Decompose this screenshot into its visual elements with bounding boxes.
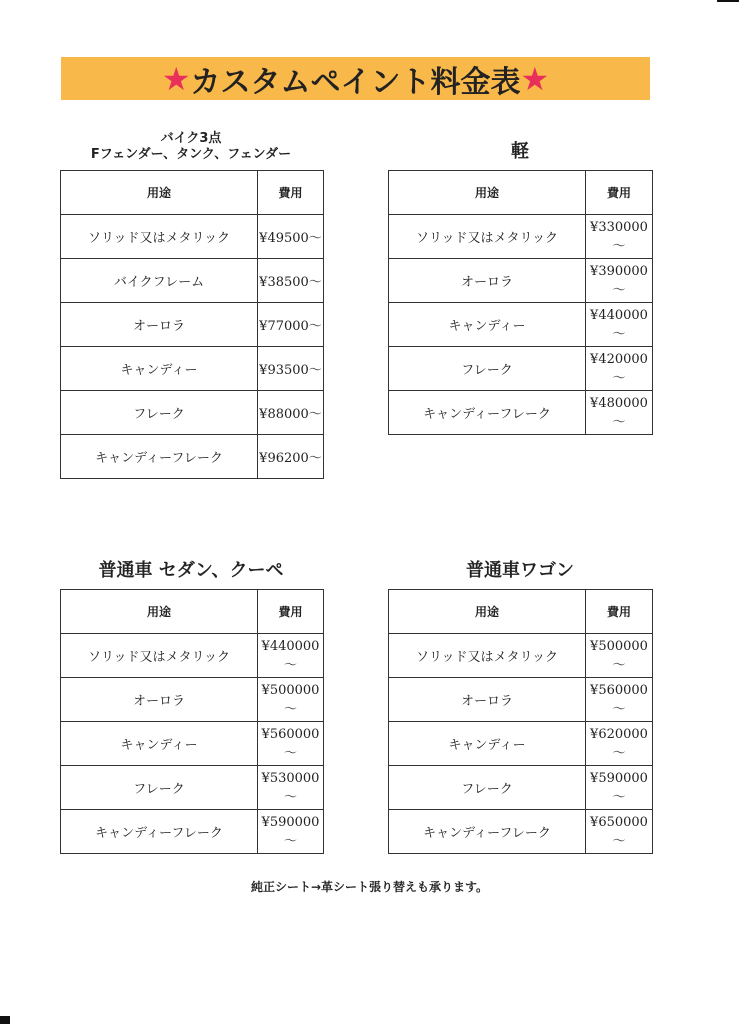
- header-use: 用途: [61, 590, 258, 634]
- table-row: [389, 810, 653, 854]
- header-cost: 費用: [258, 171, 324, 215]
- kei-price-table: [388, 170, 653, 435]
- page-title-banner: [61, 57, 650, 100]
- table-header-row: [389, 171, 653, 215]
- use-cell: キャンディーフレーク: [389, 810, 586, 854]
- cost-cell: ¥500000～: [258, 678, 324, 722]
- use-cell: オーロラ: [389, 678, 586, 722]
- cost-cell: ¥440000～: [586, 303, 653, 347]
- table-header-row: [61, 590, 324, 634]
- footer-note: 純正シート→革シート張り替えも承ります。: [250, 880, 489, 894]
- cost-cell: ¥500000～: [586, 634, 653, 678]
- use-cell: フレーク: [61, 391, 258, 435]
- star-icon-right: ★: [520, 59, 550, 98]
- use-cell: フレーク: [389, 766, 586, 810]
- cost-cell: ¥93500～: [258, 347, 324, 391]
- use-cell: フレーク: [61, 766, 258, 810]
- cost-cell: ¥560000～: [258, 722, 324, 766]
- cost-cell: ¥49500～: [258, 215, 324, 259]
- use-cell: キャンディーフレーク: [61, 810, 258, 854]
- cost-cell: ¥88000～: [258, 391, 324, 435]
- use-cell: オーロラ: [389, 259, 586, 303]
- cost-cell: ¥440000～: [258, 634, 324, 678]
- sedan-price-table: [60, 589, 324, 854]
- header-cost: 費用: [258, 590, 324, 634]
- table-row: [61, 303, 324, 347]
- use-cell: ソリッド又はメタリック: [389, 634, 586, 678]
- use-cell: キャンディー: [61, 722, 258, 766]
- table-row: [61, 215, 324, 259]
- table-row: [389, 766, 653, 810]
- use-cell: ソリッド又はメタリック: [61, 215, 258, 259]
- cost-cell: ¥590000～: [586, 766, 653, 810]
- scan-edge-top-right: [717, 0, 739, 2]
- sedan-table-title: 普通車 セダン、クーペ: [98, 560, 284, 581]
- table-header-row: [389, 590, 653, 634]
- table-row: [61, 634, 324, 678]
- wagon-price-table: [388, 589, 653, 854]
- table-row: [389, 391, 653, 435]
- wagon-table-title: 普通車ワゴン: [466, 560, 574, 581]
- bike-price-table: [60, 170, 324, 479]
- header-use: 用途: [61, 171, 258, 215]
- cost-cell: ¥560000～: [586, 678, 653, 722]
- header-use: 用途: [389, 590, 586, 634]
- use-cell: キャンディー: [61, 347, 258, 391]
- bike-table-title: [60, 131, 322, 163]
- use-cell: キャンディーフレーク: [389, 391, 586, 435]
- use-cell: ソリッド又はメタリック: [61, 634, 258, 678]
- use-cell: キャンディーフレーク: [61, 435, 258, 479]
- table-row: [389, 303, 653, 347]
- table-row: [61, 435, 324, 479]
- cost-cell: ¥96200～: [258, 435, 324, 479]
- table-row: [61, 259, 324, 303]
- table-row: [61, 810, 324, 854]
- bike-title-line2: Fフェンダー、タンク、フェンダー: [90, 147, 292, 162]
- header-use: 用途: [389, 171, 586, 215]
- cost-cell: ¥38500～: [258, 259, 324, 303]
- cost-cell: ¥480000～: [586, 391, 653, 435]
- kei-table-title: 軽: [511, 141, 529, 162]
- table-row: [389, 347, 653, 391]
- cost-cell: ¥390000～: [586, 259, 653, 303]
- header-cost: 費用: [586, 171, 653, 215]
- table-row: [389, 259, 653, 303]
- cost-cell: ¥650000～: [586, 810, 653, 854]
- star-icon-left: ★: [161, 59, 191, 98]
- use-cell: バイクフレーム: [61, 259, 258, 303]
- table-row: [61, 678, 324, 722]
- bike-title-line1: バイク3点: [160, 131, 222, 146]
- use-cell: ソリッド又はメタリック: [389, 215, 586, 259]
- table-row: [389, 722, 653, 766]
- scan-edge-bottom-left: [0, 1016, 10, 1024]
- header-cost: 費用: [586, 590, 653, 634]
- use-cell: オーロラ: [61, 678, 258, 722]
- cost-cell: ¥77000～: [258, 303, 324, 347]
- use-cell: キャンディー: [389, 722, 586, 766]
- use-cell: フレーク: [389, 347, 586, 391]
- page-title: カスタムペイント料金表: [190, 64, 521, 100]
- use-cell: キャンディー: [389, 303, 586, 347]
- table-row: [61, 391, 324, 435]
- cost-cell: ¥530000～: [258, 766, 324, 810]
- use-cell: オーロラ: [61, 303, 258, 347]
- table-row: [61, 722, 324, 766]
- table-row: [61, 347, 324, 391]
- cost-cell: ¥590000～: [258, 810, 324, 854]
- cost-cell: ¥420000～: [586, 347, 653, 391]
- table-header-row: [61, 171, 324, 215]
- table-row: [389, 678, 653, 722]
- cost-cell: ¥620000～: [586, 722, 653, 766]
- table-row: [61, 766, 324, 810]
- table-row: [389, 634, 653, 678]
- cost-cell: ¥330000～: [586, 215, 653, 259]
- table-row: [389, 215, 653, 259]
